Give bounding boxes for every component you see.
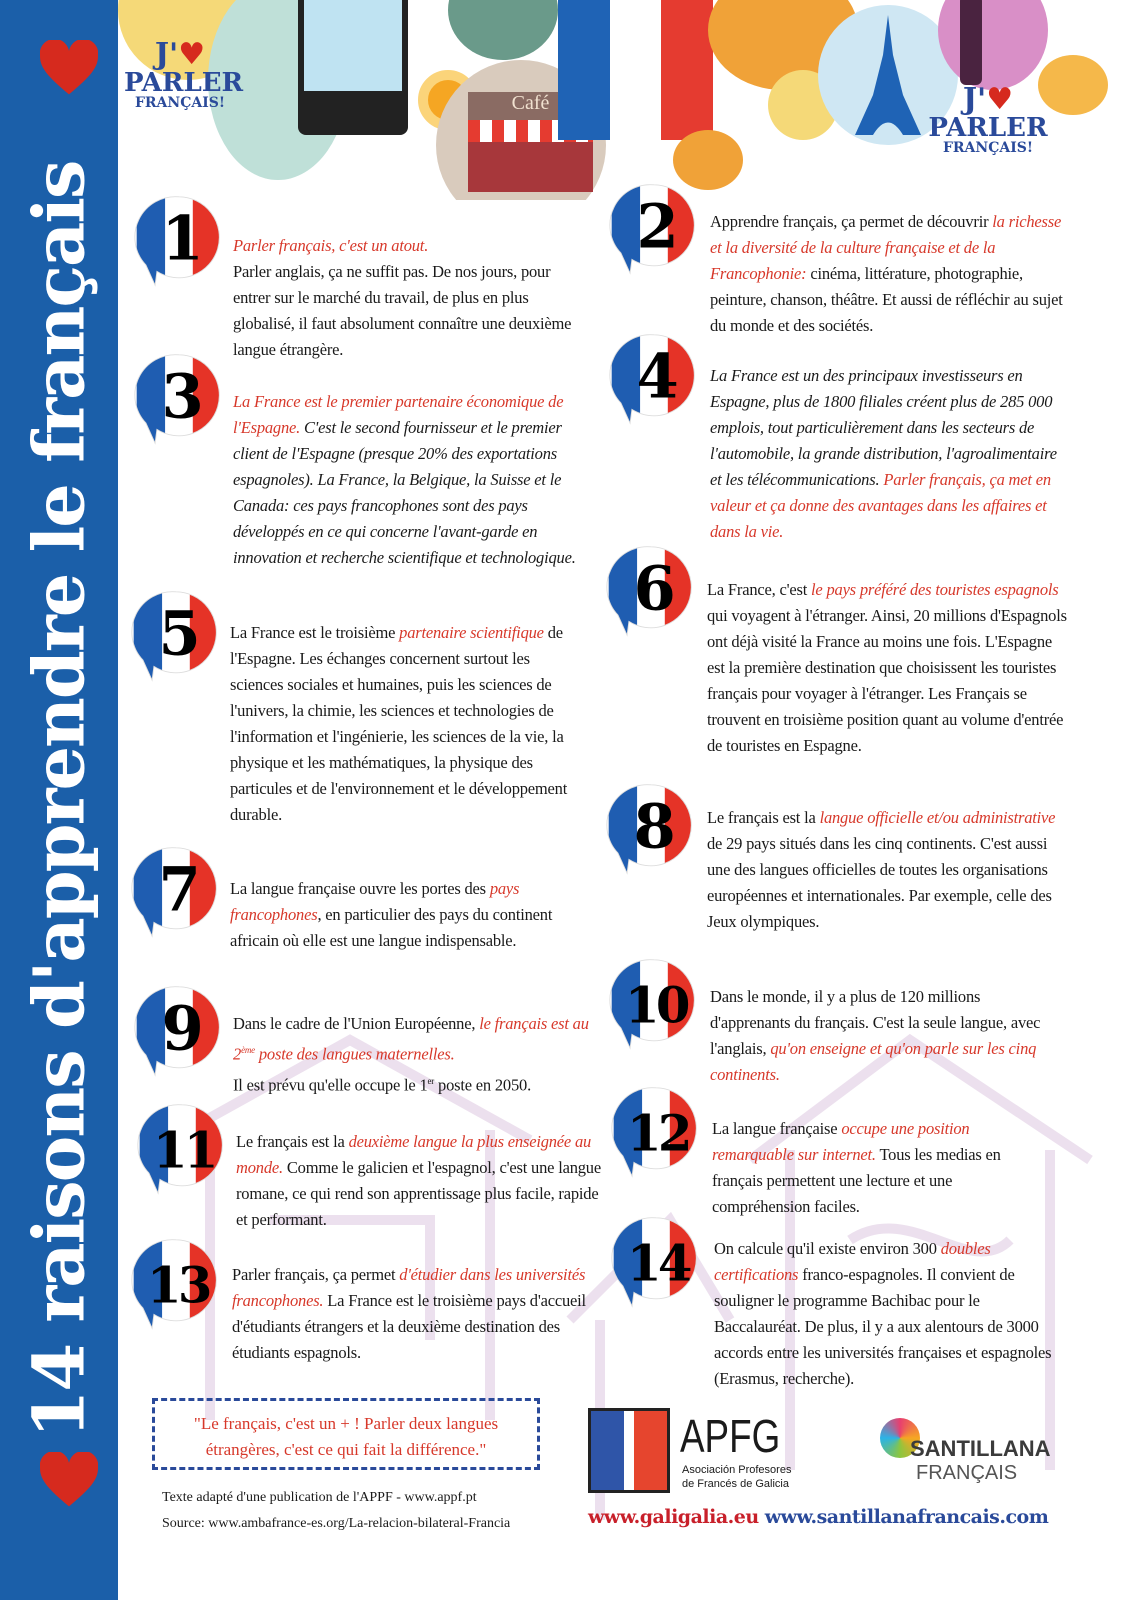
reason-text bbox=[710, 984, 1060, 1088]
body-text: franco-espagnoles. Il convient de souligner le programme Bachibac pour le Baccalauréat. De plus, il y a aux alentours de 3000 accords entre les universités françaises et espagnoles (Erasmus, recherche). bbox=[714, 1265, 1052, 1388]
flag-number-badge bbox=[608, 958, 700, 1050]
highlighted-text: doubles certifications bbox=[714, 1239, 991, 1284]
title-sidebar bbox=[0, 0, 118, 1600]
highlighted-text: ème bbox=[241, 1045, 255, 1055]
source-text: Source: www.ambafrance-es.org/La-relacion-bilateral-Francia bbox=[162, 1516, 511, 1531]
body-text: de 29 pays situés dans les cinq continents. C'est aussi une des langues officielles de toutes les organisations européennes et internationales. Par exemple, celle des Jeux olympiques. bbox=[707, 834, 1052, 931]
flag-number-badge bbox=[605, 783, 697, 875]
flag-number-badge bbox=[130, 590, 222, 682]
j-aime-parler-badge-right bbox=[928, 82, 1048, 156]
flag-number-badge bbox=[608, 333, 700, 425]
body-text: de l'Espagne. Les échanges concernent surtout les sciences sociales et humaines, puis les sciences de l'univers, la chimie, les sciences et technologies de l'information et l'ingénierie, les sciences de la vie, la physique et les mathématiques, la physique des particules et de l'environnement et le développement durable. bbox=[230, 623, 568, 824]
body-text: La France est un des principaux investisseurs en Espagne, plus de 1800 filiales créent plus de 285 000 emplois, tout particulièrement dans les secteurs de l'automobile, la grande distribution, l'agroalimentaire et les télécommunications. bbox=[710, 366, 1057, 489]
reason-number: 11 bbox=[152, 1120, 215, 1180]
body-text: La France, c'est bbox=[707, 580, 812, 599]
galigalia-link[interactable]: www.galigalia.eu bbox=[588, 1506, 759, 1528]
flag-number-badge bbox=[608, 183, 700, 275]
badge-parler: PARLER bbox=[124, 68, 244, 98]
flag-number-badge bbox=[130, 846, 222, 938]
flag-number-badge bbox=[133, 195, 225, 287]
highlighted-text: La France est le premier partenaire économique de l'Espagne. bbox=[233, 392, 564, 437]
apfg-name: APFG bbox=[680, 1410, 781, 1462]
heart-icon bbox=[40, 40, 98, 98]
body-text: Parler anglais, ça ne suffit pas. De nos jours, pour entrer sur le marché du travail, de plus en plus globalisé, il faut absolument connaître une deuxième langue étrangère. bbox=[233, 262, 572, 359]
highlighted-text: occupe une position remarquable sur internet. bbox=[712, 1119, 970, 1164]
body-text: Le français est la bbox=[236, 1132, 349, 1151]
eiffel-tower-icon bbox=[853, 15, 923, 135]
footer-links bbox=[588, 1506, 1048, 1528]
reason-text bbox=[232, 1262, 602, 1366]
body-text: C'est le second fournisseur et le premier client de l'Espagne (presque 20% des exportations espagnoles). La France, la Belgique, la Suisse et le Canada: ces pays francophones sont des pays développés en ce qui concerne l'avant-garde en innovation et recherche scientifique et technologique. bbox=[233, 418, 576, 567]
reason-text bbox=[710, 363, 1070, 545]
highlighted-text: partenaire scientifique bbox=[399, 623, 544, 642]
reason-text bbox=[233, 389, 593, 571]
santillana-name: SANTILLANA bbox=[910, 1436, 1051, 1461]
reason-number: 12 bbox=[626, 1103, 689, 1163]
body-text: Le français est la bbox=[707, 808, 820, 827]
phone-illustration bbox=[298, 0, 408, 135]
reason-number: 13 bbox=[146, 1255, 209, 1315]
body-text: Parler français, ça permet bbox=[232, 1265, 400, 1284]
santillana-link[interactable]: www.santillanafrancais.com bbox=[764, 1506, 1049, 1528]
body-text: qui voyagent à l'étranger. Ainsi, 20 millions d'Espagnols ont déjà visité la France au moins une fois. L'Espagne est la première destination que choisissent les touristes français pour voyager à l'étranger. Les Français se trouvent en troisième position quant au volume d'entrée de touristes en Espagne. bbox=[707, 606, 1067, 755]
reason-number: 5 bbox=[158, 598, 198, 670]
reason-number: 10 bbox=[624, 975, 687, 1035]
body-text: Dans le monde, il y a plus de 120 millions d'apprenants du français. C'est la seule langue, avec l'anglais, bbox=[710, 987, 1041, 1058]
flag-number-badge bbox=[133, 353, 225, 445]
body-text: cinéma, littérature, photographie, peinture, chanson, théâtre. Et aussi de réfléchir au sujet du monde et des sociétés. bbox=[710, 264, 1063, 335]
reason-number: 14 bbox=[626, 1233, 689, 1293]
reason-text bbox=[233, 233, 583, 363]
reason-text bbox=[233, 1011, 593, 1098]
reason-text bbox=[230, 876, 560, 954]
body-text: poste en 2050. bbox=[434, 1075, 531, 1094]
apfg-full-name-1: Asociación Profesores bbox=[682, 1464, 792, 1476]
reason-number: 7 bbox=[158, 854, 198, 926]
body-text: Tous les medias en français permettent une lecture et une compréhension faciles. bbox=[712, 1145, 1001, 1216]
reason-text bbox=[230, 620, 585, 828]
badge-j: J' bbox=[154, 37, 179, 72]
quote-box bbox=[152, 1398, 540, 1470]
reason-text bbox=[712, 1116, 1042, 1220]
flag-number-badge bbox=[136, 1103, 228, 1195]
quote-text: "Le français, c'est un + ! Parler deux langues étrangères, c'est ce qui fait la différence." bbox=[193, 1414, 499, 1459]
reason-number: 4 bbox=[636, 341, 676, 413]
badge-francais: FRANÇAIS! bbox=[134, 95, 226, 111]
reason-text bbox=[236, 1129, 606, 1233]
badge-parler: PARLER bbox=[928, 113, 1048, 143]
santillana-logo bbox=[880, 1418, 1070, 1488]
reason-number: 2 bbox=[636, 191, 676, 263]
reason-text bbox=[714, 1236, 1064, 1392]
highlighted-text: le français est au 2 bbox=[233, 1014, 589, 1064]
badge-francais: FRANÇAIS! bbox=[942, 140, 1034, 156]
heart-icon: ♥ bbox=[178, 37, 206, 72]
badge-j: J' bbox=[962, 82, 987, 117]
apfg-full-name-2: de Francés de Galicia bbox=[682, 1478, 789, 1490]
flag-number-badge bbox=[610, 1216, 702, 1308]
highlighted-text: poste des langues maternelles. bbox=[254, 1044, 455, 1064]
reason-number: 8 bbox=[633, 791, 673, 863]
credit-text: Texte adapté d'une publication de l'APPF - www.appf.pt bbox=[162, 1490, 477, 1505]
highlighted-text: le pays préféré des touristes espagnols bbox=[811, 580, 1059, 599]
highlighted-text: deuxième langue la plus enseignée au monde. bbox=[236, 1132, 592, 1177]
reason-number: 1 bbox=[161, 203, 201, 275]
france-map-flag bbox=[558, 0, 713, 140]
highlighted-text: qu'on enseigne et qu'on parle sur les cinq continents. bbox=[710, 1039, 1037, 1084]
flag-number-badge bbox=[610, 1086, 702, 1178]
reason-text bbox=[707, 577, 1072, 759]
flag-number-badge bbox=[133, 985, 225, 1077]
reason-text bbox=[707, 805, 1062, 935]
heart-icon bbox=[40, 1452, 98, 1510]
cafe-sign: Café bbox=[468, 92, 593, 120]
body-text: Dans le cadre de l'Union Européenne, bbox=[233, 1014, 480, 1033]
highlighted-text: pays francophones bbox=[230, 879, 520, 924]
body-text: Comme le galicien et l'espagnol, c'est une langue romane, ce qui rend son apprentissage plus facile, rapide et performant. bbox=[236, 1158, 601, 1229]
body-text: Apprendre français, ça permet de découvrir bbox=[710, 212, 993, 231]
body-text: La France est le troisième bbox=[230, 623, 400, 642]
body-text: er bbox=[427, 1075, 435, 1086]
body-text: On calcule qu'il existe environ 300 bbox=[714, 1239, 941, 1258]
highlighted-text: Parler français, ça met en valeur et ça donne des avantages dans les affaires et dans la vie. bbox=[710, 470, 1051, 541]
highlighted-text: d'étudier dans les universités francophones. bbox=[232, 1265, 586, 1310]
highlighted-text: Parler français, c'est un atout. bbox=[233, 236, 429, 255]
highlighted-text: la richesse et la diversité de la culture française et de la Francophonie: bbox=[710, 212, 1062, 283]
body-text: , en particulier des pays du continent africain où elle est une langue indispensable. bbox=[230, 905, 553, 950]
body-text: La France est le troisième pays d'accueil d'étudiants étrangers et la deuxième destination des étudiants espagnols. bbox=[232, 1291, 586, 1362]
header-illustration bbox=[118, 0, 1131, 200]
flag-number-badge bbox=[130, 1238, 222, 1330]
body-text: Il est prévu qu'elle occupe le 1 bbox=[233, 1075, 428, 1094]
body-text: La langue française bbox=[712, 1119, 842, 1138]
body-text: La langue française ouvre les portes des bbox=[230, 879, 490, 898]
heart-icon: ♥ bbox=[986, 82, 1014, 117]
santillana-sub: FRANÇAIS bbox=[916, 1462, 1018, 1484]
reason-number: 9 bbox=[161, 993, 201, 1065]
highlighted-text: langue officielle et/ou administrative bbox=[819, 808, 1056, 827]
poster-title: 14 raisons d'apprendre le français bbox=[17, 161, 101, 1439]
apfg-logo bbox=[588, 1398, 798, 1498]
j-aime-parler-badge-left bbox=[124, 37, 244, 111]
reason-number: 3 bbox=[161, 361, 201, 433]
reason-text bbox=[710, 209, 1070, 339]
flag-number-badge bbox=[605, 545, 697, 637]
reason-number: 6 bbox=[633, 553, 673, 625]
